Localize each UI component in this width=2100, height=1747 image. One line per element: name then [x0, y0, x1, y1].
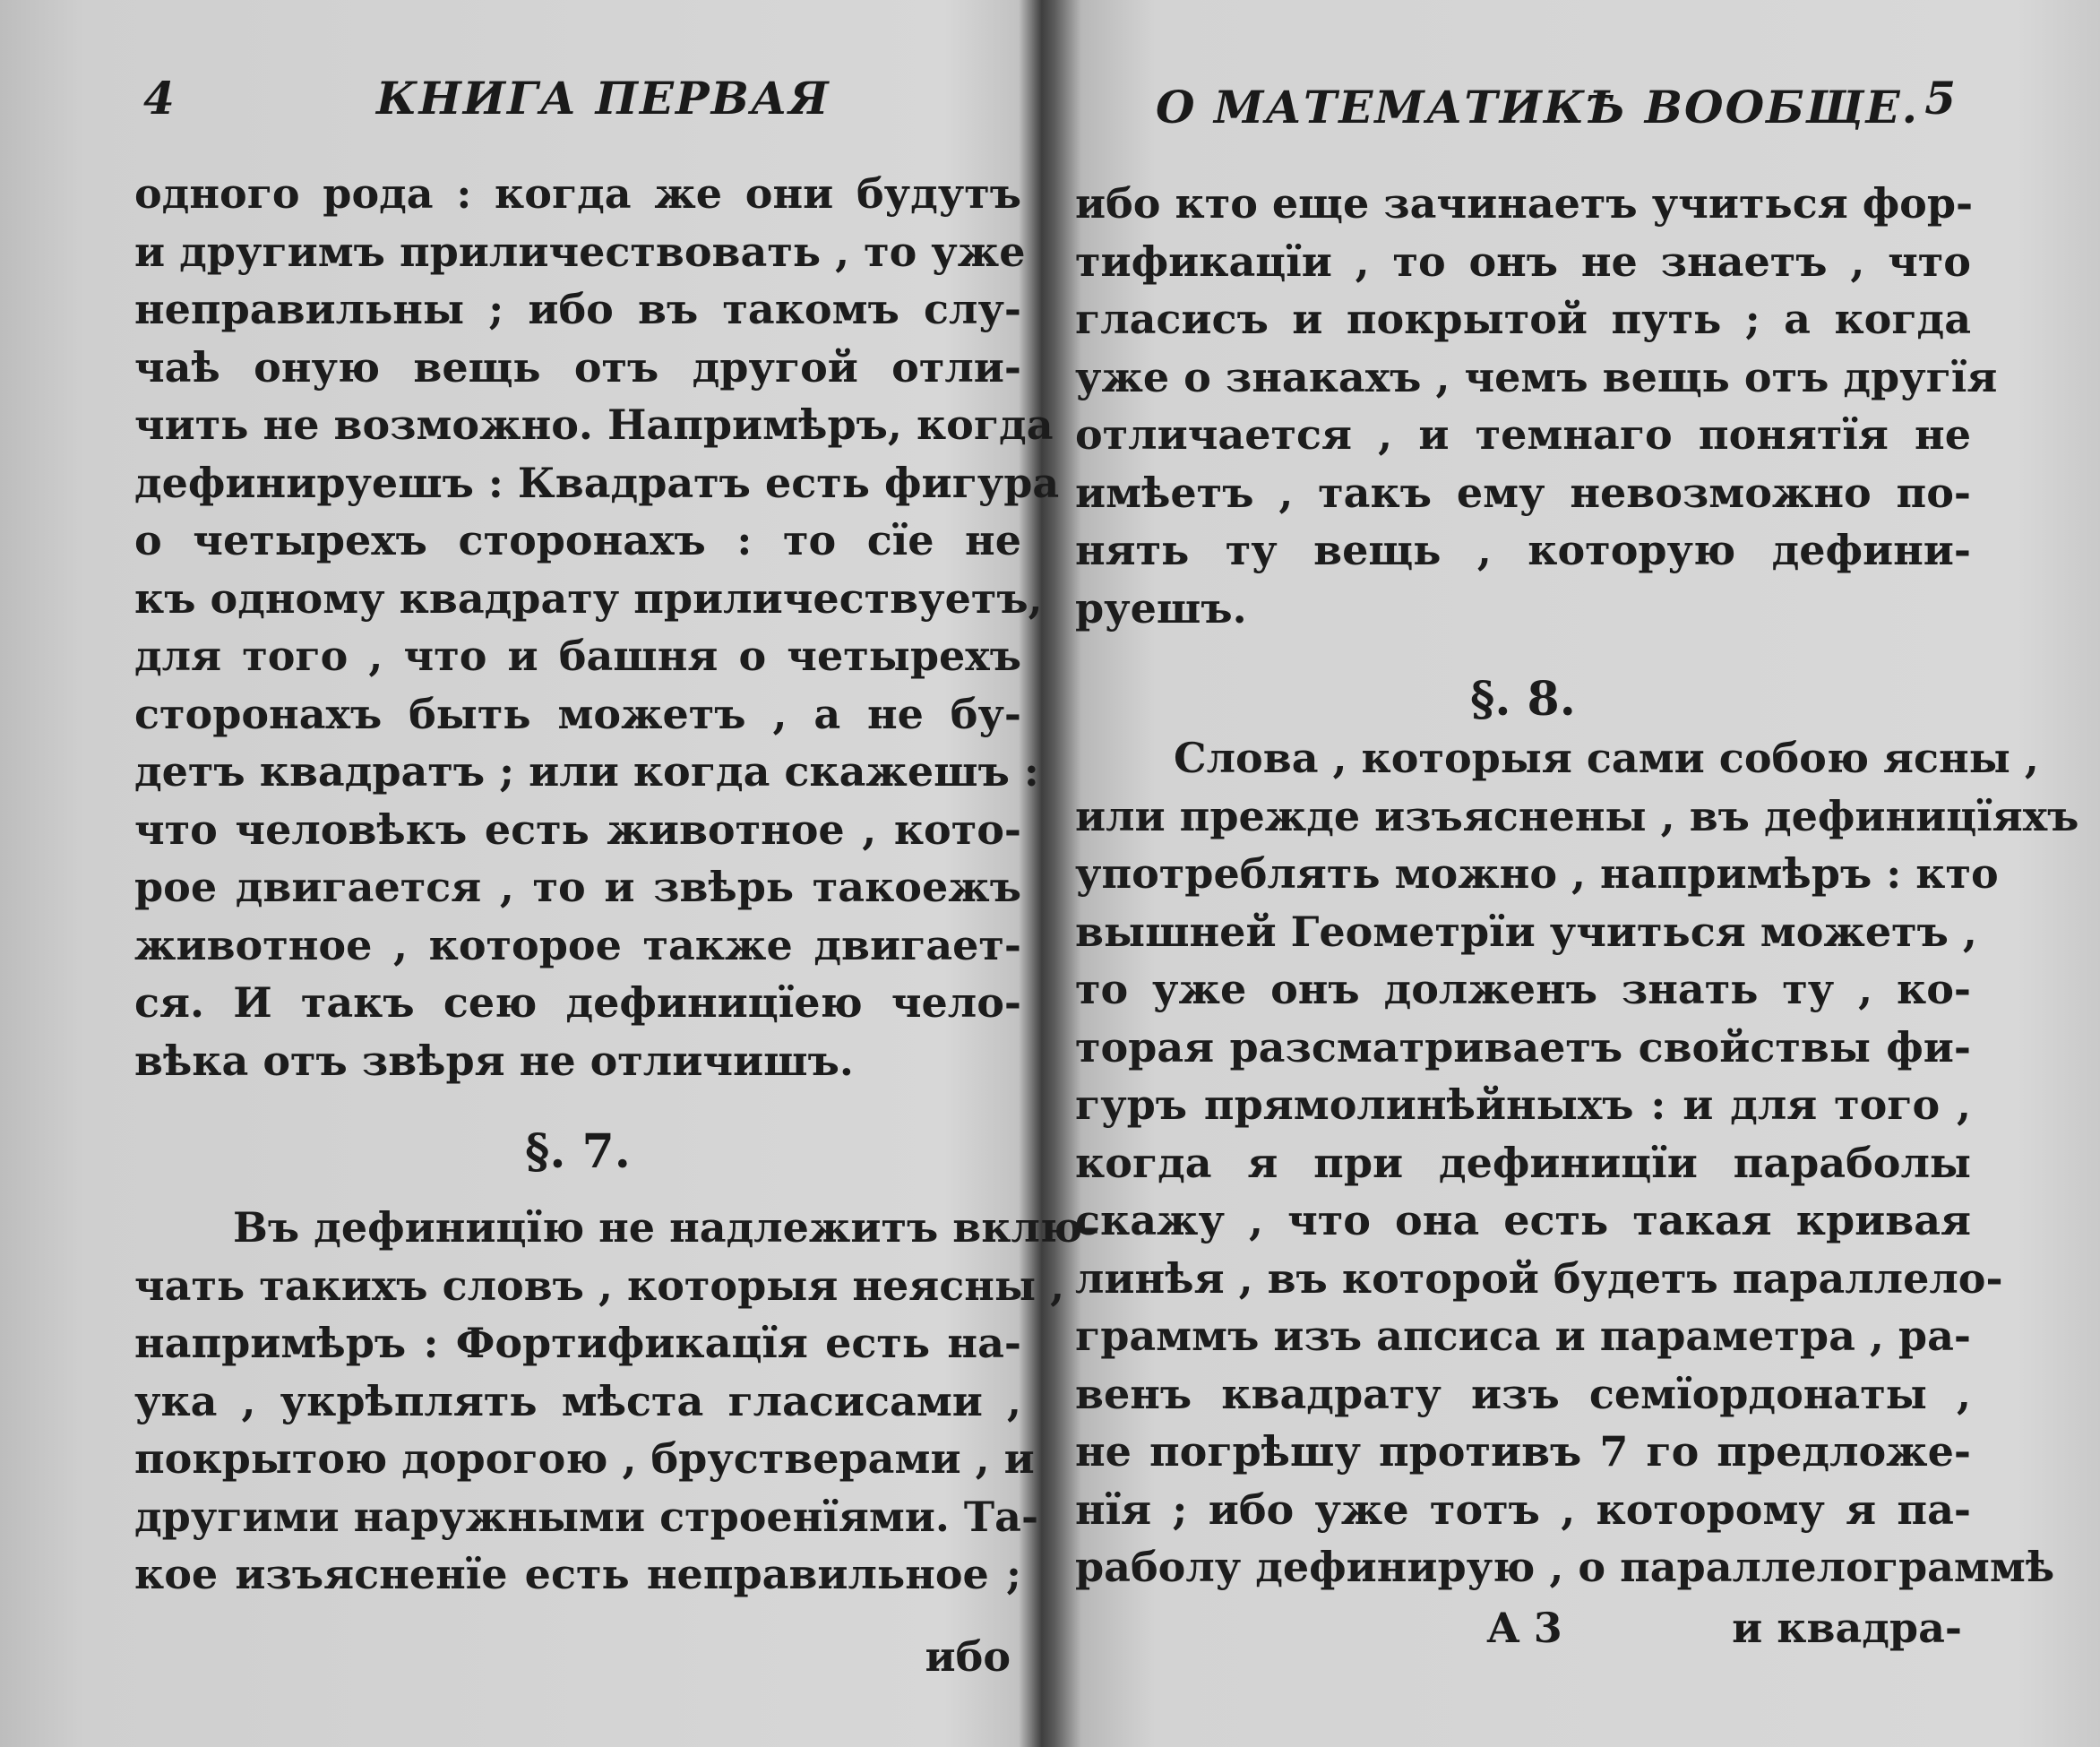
text-line: торая разсматриваетъ свойствы фи-	[1075, 1022, 1971, 1071]
printer-signature: A 3	[1487, 1604, 1562, 1652]
right-paragraph-1	[1075, 175, 1998, 637]
text-line: сторонахъ быть можетъ , а не бу-	[134, 689, 1021, 738]
text-line: употреблять можно , напримѣръ : кто	[1075, 849, 1999, 898]
text-line: венъ квадрату изъ семїордонаты ,	[1075, 1369, 1971, 1418]
running-head-title-left: КНИГА ПЕРВАЯ	[376, 72, 831, 125]
text-line: рое двигается , то и звѣрь такоежъ	[134, 863, 1021, 911]
text-line: и другимъ приличествовать , то уже	[134, 227, 1026, 276]
text-line: покрытою дорогою , брустверами , и	[134, 1434, 1035, 1483]
text-line: отличается , и темнаго понятїя не	[1075, 410, 1971, 459]
text-line: скажу , что она есть такая кривая	[1075, 1196, 1971, 1244]
text-line: напримѣръ : Фортификацїя есть на-	[134, 1319, 1021, 1367]
text-line: линѣя , въ которой будетъ параллело-	[1075, 1253, 2003, 1303]
section-heading-8: §. 8.	[1470, 672, 1576, 727]
text-line: кое изъясненїе есть неправильное ;	[134, 1550, 1021, 1598]
text-line: детъ квадратъ ; или когда скажешъ :	[134, 747, 1039, 796]
right-running-head	[1075, 72, 1971, 143]
text-line: ибо кто еще зачинаетъ учиться фор-	[1075, 179, 1974, 228]
text-line: дефинируешъ : Квадратъ есть фигура	[134, 458, 1060, 507]
text-line: раболу дефинирую , о параллелограммѣ	[1075, 1543, 2055, 1591]
text-line: гуръ прямолинѣйныхъ : и для того ,	[1075, 1080, 1971, 1129]
page-number-left: 4	[143, 72, 176, 125]
right-page	[1075, 0, 2079, 1747]
text-line: о четырехъ сторонахъ : то сїе не	[134, 516, 1021, 564]
text-line: животное , которое также двигает-	[134, 920, 1021, 969]
text-line: одного рода : когда же они будутъ	[134, 169, 1021, 218]
text-line: ся. И такъ сею дефиницїею чело-	[134, 978, 1021, 1027]
text-line: ука , укрѣплять мѣста гласисами ,	[134, 1376, 1021, 1425]
text-line: другими наружными строенїями. Та-	[134, 1492, 1039, 1541]
catchword-right: и квадра-	[1732, 1604, 1962, 1652]
section-heading-7: §. 7.	[525, 1124, 631, 1179]
text-line: нять ту вещь , которую дефини-	[1075, 526, 1971, 574]
text-line: уже о знакахъ , чемъ вещь отъ другїя	[1075, 352, 1998, 401]
text-line: имѣетъ , такъ ему невозможно по-	[1075, 468, 1971, 517]
left-paragraph-2	[134, 1199, 1100, 1604]
text-line: то уже онъ долженъ знать ту , ко-	[1075, 965, 1971, 1013]
left-running-head	[134, 72, 1021, 143]
text-line: для того , что и башня о четырехъ	[134, 632, 1021, 680]
right-paragraph-2	[1075, 729, 2079, 1596]
text-line: Въ дефиницїю не надлежитъ вклю-	[233, 1203, 1100, 1252]
text-line: чаѣ оную вещь отъ другой отли-	[134, 342, 1021, 392]
text-line: неправильны ; ибо въ такомъ слу-	[134, 285, 1021, 333]
text-line: когда я при дефиницїи параболы	[1075, 1138, 1971, 1187]
text-line: что человѣкъ есть животное , кото-	[134, 805, 1021, 854]
catchword-left: ибо	[925, 1632, 1011, 1681]
text-line: руешъ.	[1075, 583, 1247, 633]
text-line: вышней Геометрїи учиться можетъ ,	[1075, 907, 1977, 956]
text-line: къ одному квадрату приличествуетъ,	[134, 573, 1043, 623]
page-number-right: 5	[1924, 72, 1958, 125]
text-line: или прежде изъяснены , въ дефиницїяхъ	[1075, 791, 2079, 840]
text-line: не погрѣшу противъ 7 го предложе-	[1075, 1427, 1971, 1476]
text-line: Слова , которыя сами собою ясны ,	[1174, 734, 2039, 782]
text-line: гласисъ и покрытой путь ; а когда	[1075, 295, 1971, 343]
text-line: нїя ; ибо уже тотъ , которому я па-	[1075, 1485, 1971, 1534]
text-line: чать такихъ словъ , которыя неясны ,	[134, 1261, 1065, 1310]
text-line: тификацїи , то онъ не знаетъ , что	[1075, 237, 1971, 286]
text-line: граммъ изъ апсиса и параметра , ра-	[1075, 1312, 1971, 1360]
running-head-title-right: О МАТЕМАТИКѢ ВООБЩЕ.	[1156, 81, 1920, 133]
left-paragraph-1	[134, 165, 1060, 1089]
text-line: чить не возможно. Напримѣръ, когда	[134, 400, 1054, 449]
left-page	[134, 0, 1100, 1747]
text-line: вѣка отъ звѣря не отличишъ.	[134, 1036, 854, 1085]
